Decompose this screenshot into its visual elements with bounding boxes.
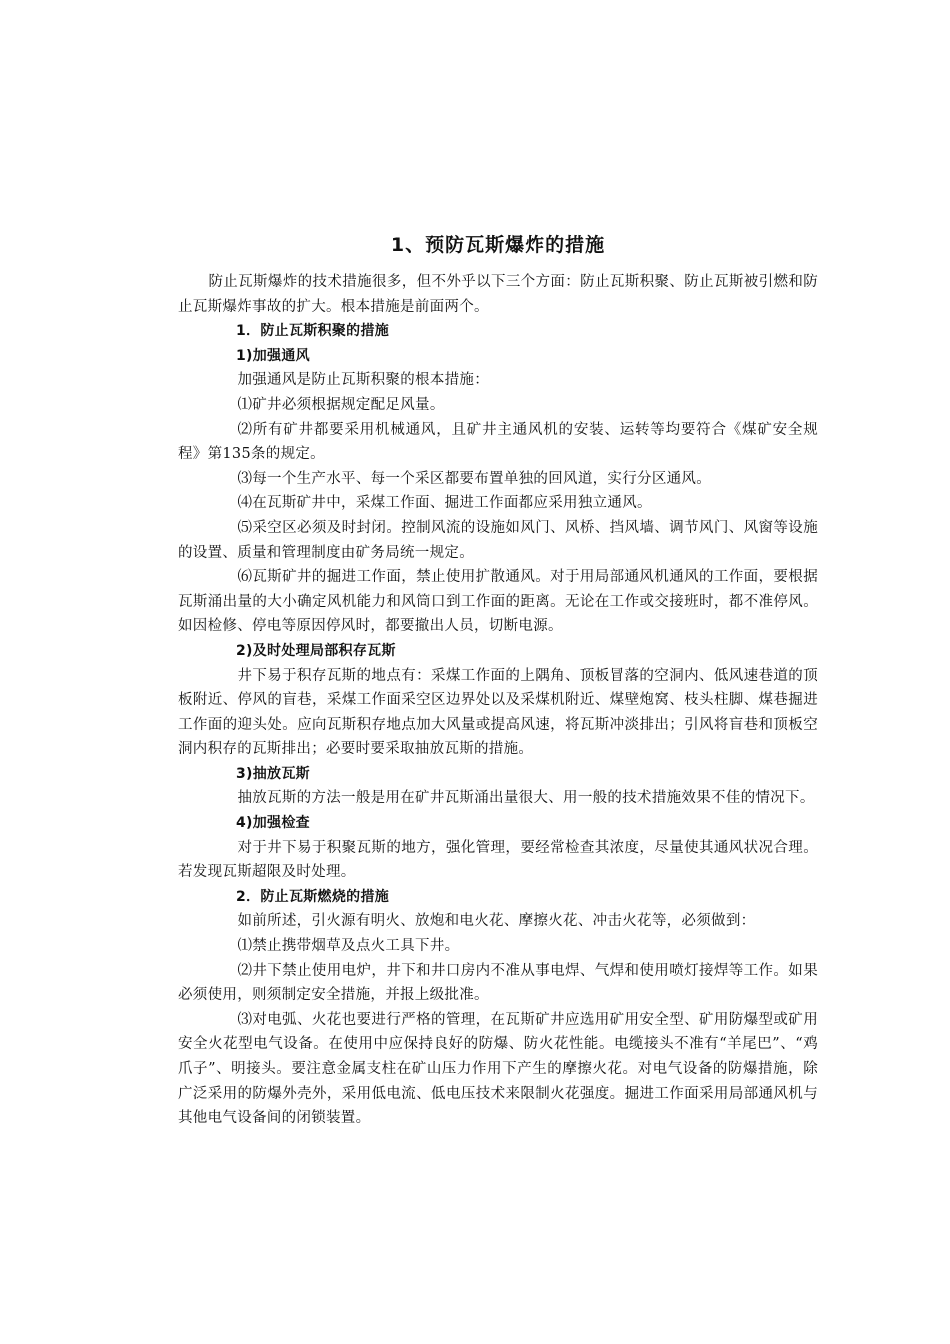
paragraph: ⑴禁止携带烟草及点火工具下井。 bbox=[237, 938, 460, 955]
paragraph: ⑶每一个生产水平、每一个采区都要布置单独的回风道，实行分区通风。 bbox=[237, 470, 712, 487]
section-heading: 4)加强检查 bbox=[236, 815, 310, 832]
paragraph: ⑵所有矿井都要采用机械通风，且矿井主通风机的安装、运转等均要符合《煤矿安全规程》第135条的规定。 bbox=[178, 421, 818, 463]
section-heading: 3)抽放瓦斯 bbox=[236, 765, 310, 782]
paragraph: 对于井下易于积聚瓦斯的地方，强化管理，要经常检查其浓度，尽量使其通风状况合理。若发现瓦斯超限及时处理。 bbox=[178, 839, 818, 881]
section-heading: 1．防止瓦斯积聚的措施 bbox=[236, 323, 390, 340]
document-page bbox=[178, 232, 818, 1131]
section-heading: 2)及时处理局部积存瓦斯 bbox=[236, 642, 396, 659]
paragraph: 井下易于积存瓦斯的地点有：采煤工作面的上隅角、顶板冒落的空洞内、低风速巷道的顶板附近、停风的盲巷，采煤工作面采空区边界处以及采煤机附近、煤壁炮窝、枝头柱脚、煤巷掘进工作面的迎头处。应向瓦斯积存地点加大风量或提高风速，将瓦斯冲淡排出；引风将盲巷和顶板空洞内积存的瓦斯排出；必要时要采取抽放瓦斯的措施。 bbox=[178, 667, 818, 758]
paragraph: ⑴矿井必须根据规定配足风量。 bbox=[237, 396, 445, 413]
paragraph: 加强通风是防止瓦斯积聚的根本措施： bbox=[237, 372, 490, 389]
document-title: 1、预防瓦斯爆炸的措施 bbox=[390, 234, 606, 256]
paragraph: ⑵井下禁止使用电炉，井下和井口房内不准从事电焊、气焊和使用喷灯接焊等工作。如果必须使用，则须制定安全措施，并报上级批准。 bbox=[178, 962, 818, 1004]
section-heading: 2．防止瓦斯燃烧的措施 bbox=[236, 888, 390, 905]
paragraph: 防止瓦斯爆炸的技术措施很多，但不外乎以下三个方面：防止瓦斯积聚、防止瓦斯被引燃和防止瓦斯爆炸事故的扩大。根本措施是前面两个。 bbox=[178, 274, 818, 315]
section-heading: 1)加强通风 bbox=[236, 347, 310, 364]
document-body bbox=[178, 270, 818, 1131]
paragraph: 抽放瓦斯的方法一般是用在矿井瓦斯涌出量很大、用一般的技术措施效果不佳的情况下。 bbox=[237, 790, 815, 807]
paragraph: 如前所述，引火源有明火、放炮和电火花、摩擦火花、冲击火花等，必须做到： bbox=[237, 913, 756, 930]
paragraph: ⑶对电弧、火花也要进行严格的管理，在瓦斯矿井应选用矿用安全型、矿用防爆型或矿用安全火花型电气设备。在使用中应保持良好的防爆、防火花性能。电缆接头不准有“羊尾巴”、“鸡爪子”、明接头。要注意金属支柱在矿山压力作用下产生的摩擦火花。对电气设备的防爆措施，除广泛采用的防爆外壳外，采用低电流、低电压技术来限制火花强度。掘进工作面采用局部通风机与其他电气设备间的闭锁装置。 bbox=[178, 1011, 818, 1127]
paragraph: ⑹瓦斯矿井的掘进工作面，禁止使用扩散通风。对于用局部通风机通风的工作面，要根据瓦斯涌出量的大小确定风机能力和风筒口到工作面的距离。无论在工作或交接班时，都不准停风。如因检修、停电等原因停风时，都要撤出人员，切断电源。 bbox=[178, 569, 818, 635]
paragraph: ⑸采空区必须及时封闭。控制风流的设施如风门、风桥、挡风墙、调节风门、风窗等设施的设置、质量和管理制度由矿务局统一规定。 bbox=[178, 519, 818, 561]
paragraph: ⑷在瓦斯矿井中，采煤工作面、掘进工作面都应采用独立通风。 bbox=[237, 495, 652, 512]
